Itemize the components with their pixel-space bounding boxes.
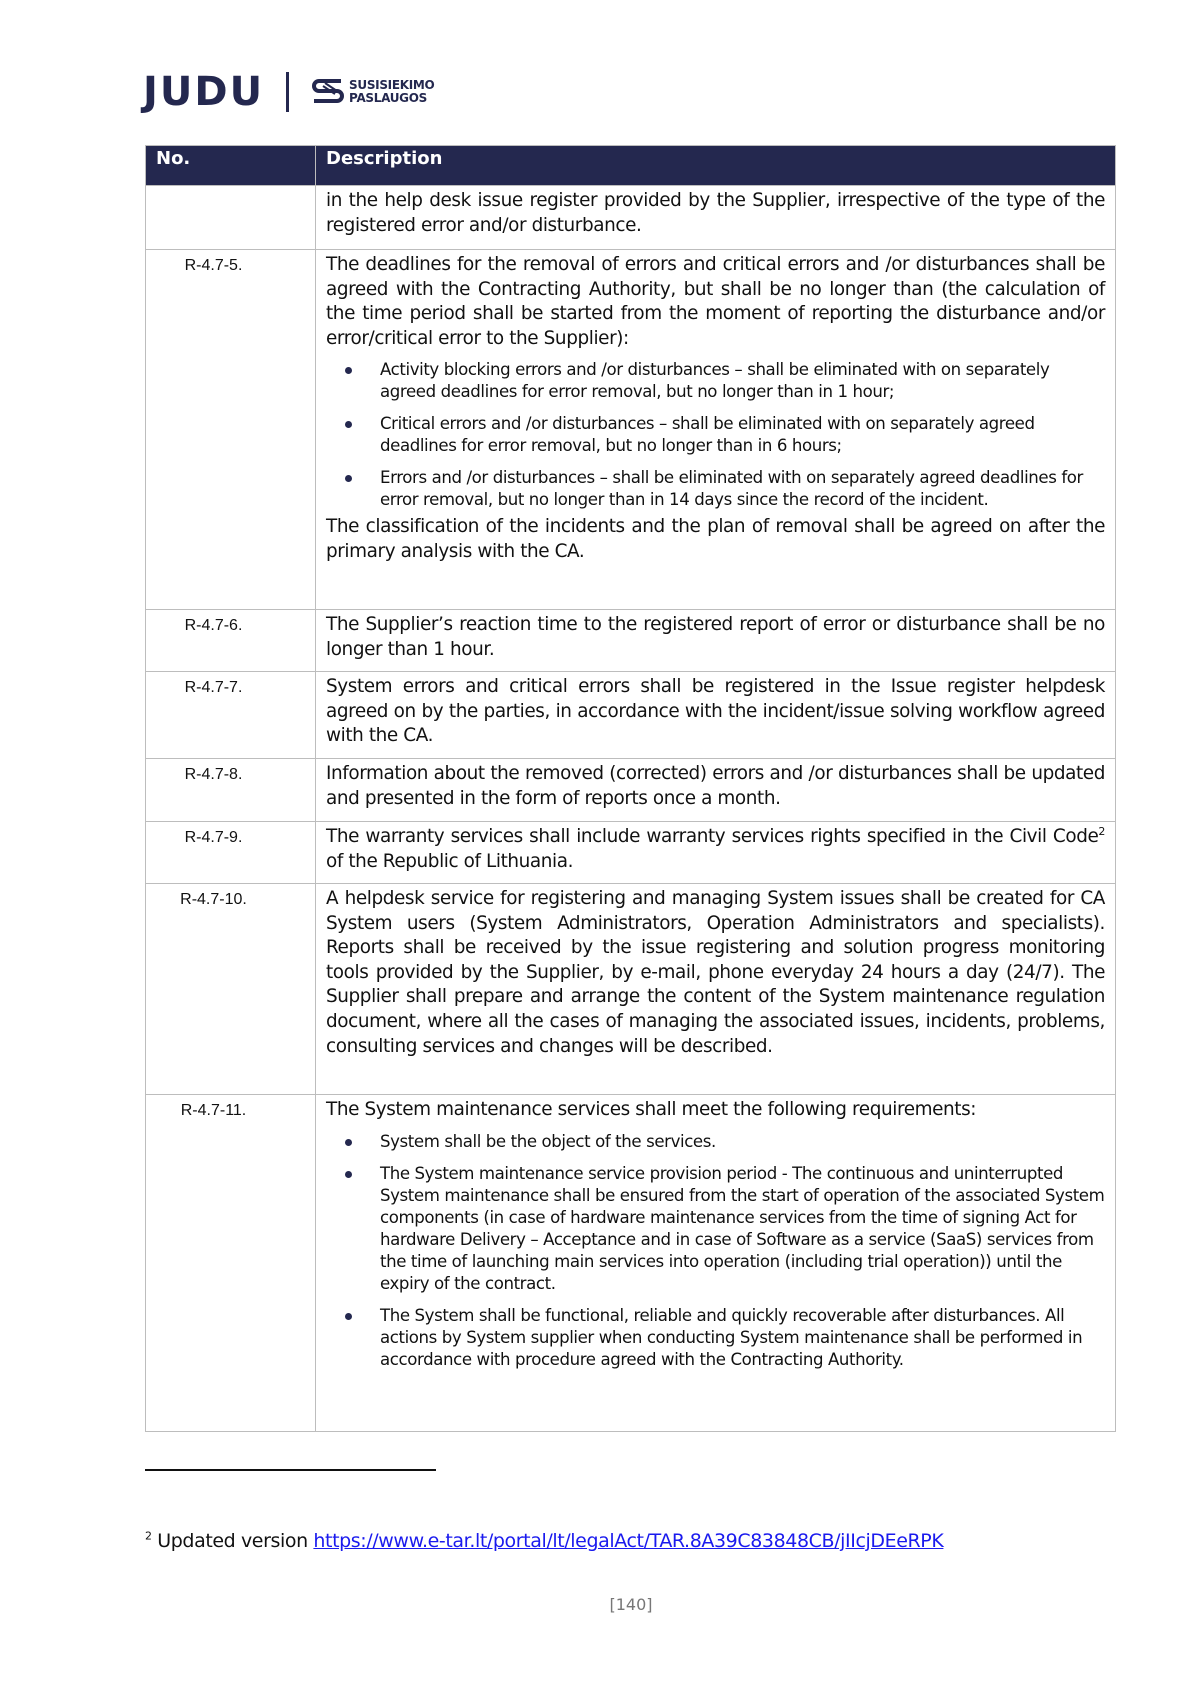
column-header-no: No. (146, 146, 316, 186)
list-item: Errors and /or disturbances – shall be eliminated with on separately agreed deadlines for error removal, but no longer than in 14 days since the record of the incident. (380, 467, 1105, 511)
list-item: The System maintenance service provision period - The continuous and uninterrupted System maintenance shall be ensured from the start of operation of the associated System components (in case of hardware maintenance services from the time of signing Act for hardware Delivery – Acceptance and in case of Software as a service (SaaS) services from the time of launching main services into operation (including trial operation)) until the expiry of the contract. (380, 1163, 1105, 1295)
table-row (146, 822, 1116, 884)
table-row (146, 672, 1116, 759)
page-number: [140] (609, 1595, 653, 1614)
bullet-icon (345, 1313, 352, 1320)
bullet-icon (345, 475, 352, 482)
row-number: R-4.7-7. (146, 672, 316, 759)
list-item: Activity blocking errors and /or disturbances – shall be eliminated with on separately agreed deadlines for error removal, but no longer than in 1 hour; (380, 359, 1105, 403)
footnote-link[interactable]: https://www.e-tar.lt/portal/lt/legalAct/TAR.8A39C83848CB/jIIcjDEeRPK (313, 1530, 944, 1552)
table-row (146, 884, 1116, 1095)
row-description: Information about the removed (corrected) errors and /or disturbances shall be updated and presented in the form of reports once a month. (326, 763, 1105, 809)
list-item: The System shall be functional, reliable and quickly recoverable after disturbances. All actions by System supplier when conducting System maintenance shall be performed in accordance with procedure agreed with the Contracting Authority. (380, 1305, 1105, 1371)
logo-line1: SUSISIEKIMO (349, 78, 435, 92)
row-number: R-4.7-6. (146, 610, 316, 672)
row-description: System errors and critical errors shall be registered in the Issue register helpdesk agreed on by the parties, in accordance with the incident/issue solving workflow agreed with the CA. (326, 676, 1105, 747)
row-description-after: The classification of the incidents and the plan of removal shall be agreed on after the primary analysis with the CA. (326, 516, 1105, 562)
requirements-table (145, 145, 1116, 1432)
bullet-icon (345, 1171, 352, 1178)
footnote-separator (145, 1469, 436, 1471)
row-description: The warranty services shall include warranty services rights specified in the Civil Code$^2$ of the Republic of Lithuania. (326, 824, 1105, 872)
table-row (146, 250, 1116, 610)
row-number: R-4.7-9. (146, 822, 316, 884)
logo-divider (286, 72, 289, 112)
row-description: The deadlines for the removal of errors and critical errors and /or disturbances shall be agreed with the Contracting Authority, but shall be no longer than (the calculation of the time period shall be started from the moment of reporting the disturbance and/or error/critical error to the Supplier): (326, 254, 1105, 349)
footnote-ref[interactable]: 2 (1098, 824, 1105, 838)
footnote-number: 2 (145, 1529, 152, 1543)
list-item: System shall be the object of the services. (380, 1131, 1105, 1153)
bullet-icon (345, 1139, 352, 1146)
bullet-list (326, 1131, 1105, 1371)
table-row (146, 610, 1116, 672)
row-number (146, 186, 316, 250)
row-description: The Supplier’s reaction time to the registered report of error or disturbance shall be no longer than 1 hour. (326, 614, 1105, 660)
table-header (146, 146, 1116, 186)
row-number: R-4.7-5. (146, 250, 316, 610)
row-description: A helpdesk service for registering and managing System issues shall be created for CA System users (System Administrators, Operation Administrators and specialists). Reports shall be received by the issue registering and solution progress monitoring tools provided by the Supplier, by e-mail, phone everyday 24 hours a day (24/7). The Supplier shall prepare and arrange the content of the System maintenance regulation document, where all the cases of managing the associated issues, incidents, problems, consulting services and changes will be described. (326, 888, 1105, 1057)
susisiekimo-paslaugos-logo (311, 77, 434, 107)
footnote (145, 1530, 943, 1552)
list-item: Critical errors and /or disturbances – shall be eliminated with on separately agreed deadlines for error removal, but no longer than in 6 hours; (380, 413, 1105, 457)
table-row (146, 186, 1116, 250)
footnote-text: Updated version (157, 1530, 314, 1552)
ss-logo-icon (311, 77, 345, 107)
bullet-icon (345, 421, 352, 428)
header-logos (143, 68, 434, 116)
row-description: The System maintenance services shall meet the following requirements: (326, 1099, 977, 1120)
judu-logo: JUDU (143, 69, 265, 115)
table-row (146, 759, 1116, 822)
row-number: R-4.7-10. (146, 884, 316, 1095)
table-row (146, 1095, 1116, 1432)
logo-line2: PASLAUGOS (349, 91, 427, 105)
row-description: in the help desk issue register provided by the Supplier, irrespective of the type of the registered error and/or disturbance. (326, 190, 1105, 236)
column-header-description: Description (316, 146, 1116, 186)
row-number: R-4.7-11. (146, 1095, 316, 1432)
bullet-list (326, 359, 1105, 511)
bullet-icon (345, 367, 352, 374)
row-number: R-4.7-8. (146, 759, 316, 822)
